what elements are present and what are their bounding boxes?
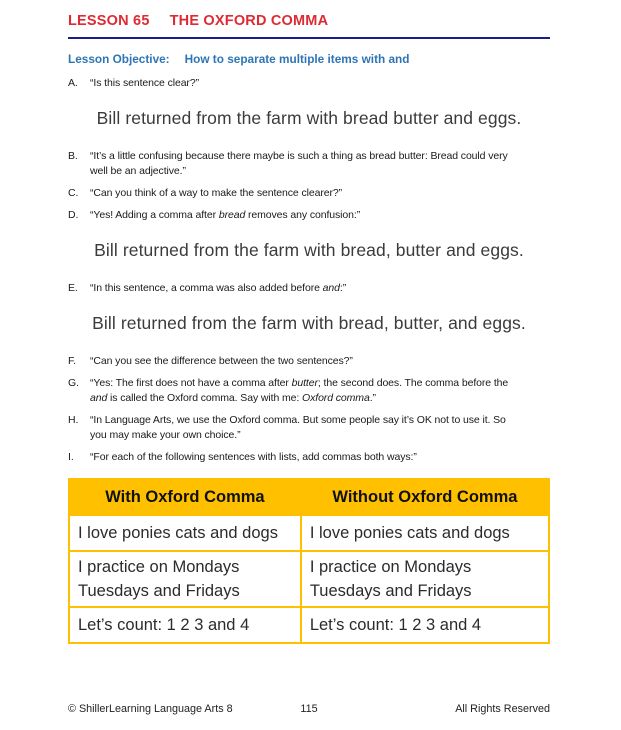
table-cell: Let’s count: 1 2 3 and 4 <box>301 607 549 643</box>
page-footer <box>68 703 550 715</box>
table-cell: I love ponies cats and dogs <box>69 515 301 551</box>
step-letter: E. <box>68 282 78 294</box>
step-text: “Is this sentence clear?” <box>90 77 199 89</box>
table-header-row <box>69 479 549 515</box>
table-row <box>69 515 549 551</box>
table-cell: I practice on Mondays Tuesdays and Fridays <box>69 551 301 607</box>
lettered-step <box>68 208 550 223</box>
lettered-step <box>68 186 550 201</box>
table-cell: I practice on Mondays Tuesdays and Fridays <box>301 551 549 607</box>
lesson-title: THE OXFORD COMMA <box>169 13 329 29</box>
step-letter: H. <box>68 414 79 426</box>
lettered-step <box>68 281 550 296</box>
lesson-number: LESSON 65 <box>68 13 150 29</box>
footer-copyright: © ShillerLearning Language Arts 8 <box>68 703 233 715</box>
objective-text: How to separate multiple items with and <box>184 52 410 66</box>
comparison-table <box>68 478 550 644</box>
comparison-table-body <box>69 515 549 643</box>
example-sentence: Bill returned from the farm with bread, butter, and eggs. <box>92 313 526 333</box>
lettered-step <box>68 450 550 465</box>
table-cell: Let’s count: 1 2 3 and 4 <box>69 607 301 643</box>
table-row <box>69 551 549 607</box>
step-text: “Yes: The first does not have a comma after butter; the second does. The comma before the and is called the Oxford comma. Say with me: Oxford comma.” <box>90 377 509 404</box>
lettered-step <box>68 354 550 369</box>
lesson-content <box>68 76 550 465</box>
lettered-step <box>68 76 550 91</box>
step-text: “Yes! Adding a comma after bread removes any confusion:” <box>90 209 361 221</box>
page-title <box>68 12 550 30</box>
table-cell: I love ponies cats and dogs <box>301 515 549 551</box>
lettered-step <box>68 376 550 406</box>
step-letter: G. <box>68 377 79 389</box>
step-text: “In this sentence, a comma was also added before and:” <box>90 282 347 294</box>
step-text: “For each of the following sentences with lists, add commas both ways:” <box>90 451 417 463</box>
example-sentence: Bill returned from the farm with bread, butter and eggs. <box>94 240 524 260</box>
step-text: “Can you think of a way to make the sentence clearer?” <box>90 187 342 199</box>
table-row <box>69 607 549 643</box>
step-letter: D. <box>68 209 79 221</box>
step-text: “Can you see the difference between the two sentences?” <box>90 355 353 367</box>
step-text: “In Language Arts, we use the Oxford comma. But some people say it’s OK not to use it. So you may make your own choice.” <box>90 414 506 441</box>
footer-rights: All Rights Reserved <box>455 703 550 715</box>
step-letter: F. <box>68 355 76 367</box>
title-divider <box>68 37 550 39</box>
step-letter: C. <box>68 187 79 199</box>
objective-label: Lesson Objective: <box>68 52 170 66</box>
step-letter: B. <box>68 150 78 162</box>
step-text: “It’s a little confusing because there maybe is such a thing as bread butter: Bread could very well be an adjective.” <box>90 150 508 177</box>
table-header-cell: With Oxford Comma <box>69 479 301 515</box>
footer-page-number: 115 <box>300 703 318 715</box>
step-letter: A. <box>68 77 78 89</box>
example-sentence: Bill returned from the farm with bread butter and eggs. <box>96 108 522 128</box>
lettered-step <box>68 413 550 443</box>
step-letter: I. <box>68 451 74 463</box>
comparison-table-head <box>69 479 549 515</box>
lesson-objective <box>68 52 550 67</box>
lettered-step <box>68 149 550 179</box>
table-header-cell: Without Oxford Comma <box>301 479 549 515</box>
